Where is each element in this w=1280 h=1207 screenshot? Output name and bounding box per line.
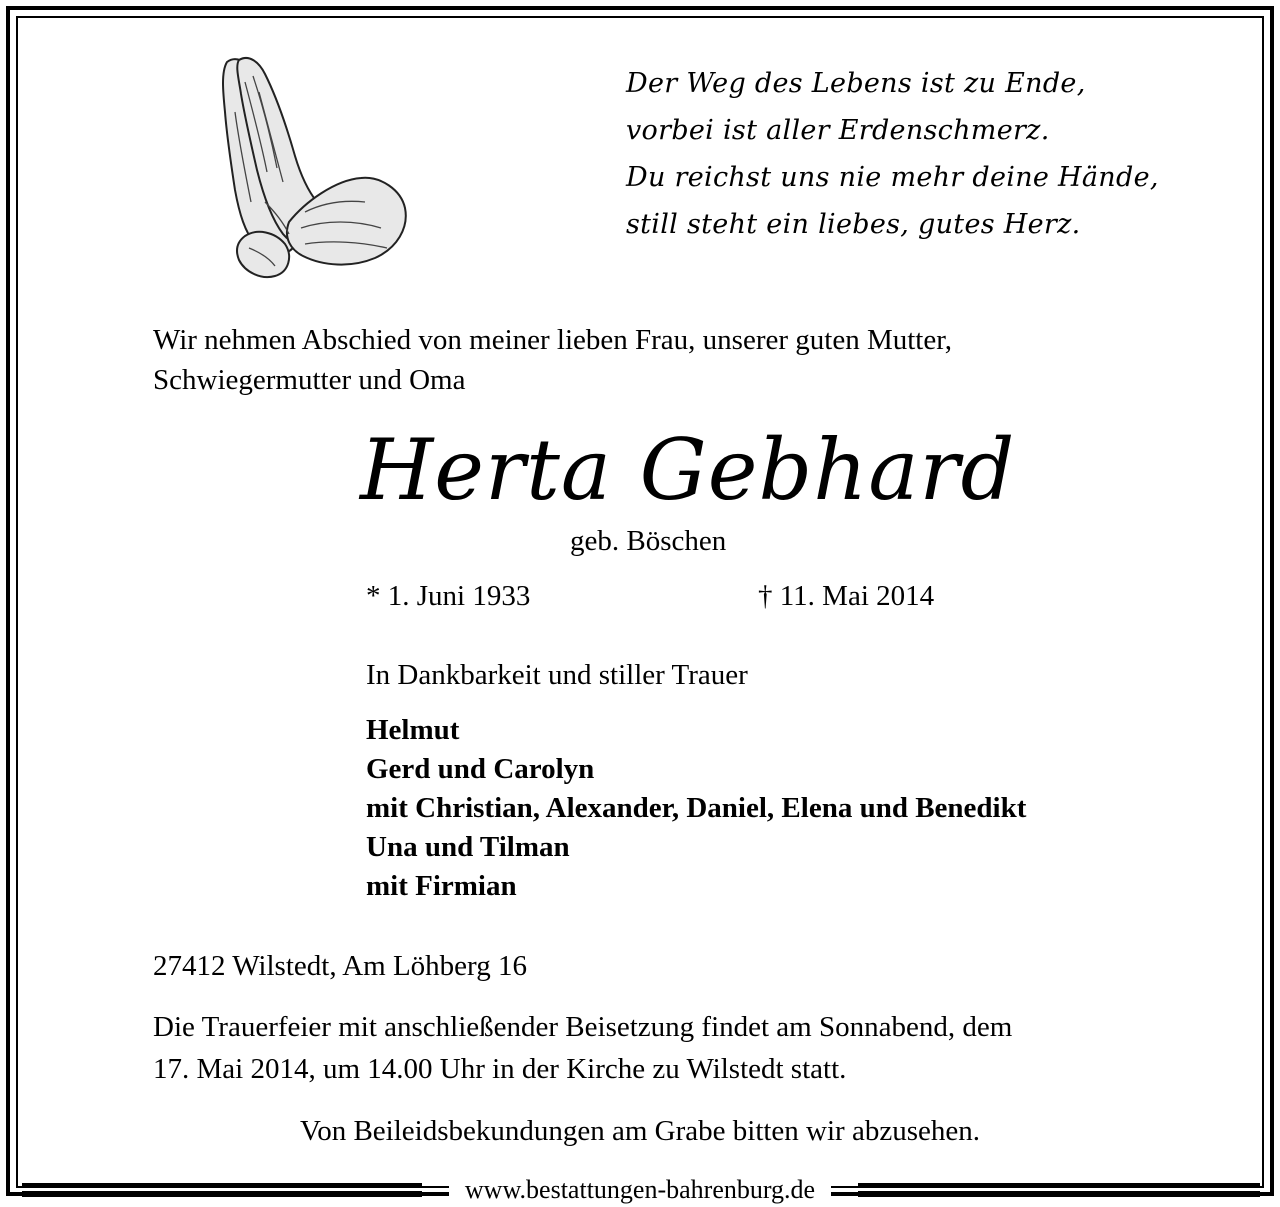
praying-hands-icon [205, 52, 410, 282]
birth-date: * 1. Juni 1933 [366, 580, 531, 612]
mourner-line: Gerd und Carolyn [366, 753, 595, 785]
family-address: 27412 Wilstedt, Am Löhberg 16 [153, 950, 527, 982]
death-date: † 11. Mai 2014 [758, 580, 935, 612]
poem-line: Der Weg des Lebens ist zu Ende, [626, 68, 1086, 99]
deceased-name: Herta Gebhard [360, 421, 1016, 519]
poem-line: vorbei ist aller Erdenschmerz. [626, 115, 1050, 146]
farewell-intro [153, 320, 1153, 400]
poem-line: Du reichst uns nie mehr deine Hände, [626, 162, 1159, 193]
maiden-name: geb. Böschen [570, 525, 727, 557]
website-link[interactable]: www.bestattungen-bahrenburg.de [449, 1175, 831, 1204]
gratitude-line: In Dankbarkeit und stiller Trauer [366, 659, 748, 691]
mourner-line: Helmut [366, 714, 460, 746]
poem-line: still steht ein liebes, gutes Herz. [626, 209, 1081, 240]
footer [0, 1173, 1280, 1207]
poem [626, 60, 1246, 248]
mourner-line: mit Firmian [366, 870, 517, 902]
funeral-service-info [153, 1006, 1153, 1090]
mourner-line: Una und Tilman [366, 831, 570, 863]
mourner-line: mit Christian, Alexander, Daniel, Elena und Benedikt [366, 792, 1027, 824]
intro-line: Schwiegermutter und Oma [153, 364, 466, 396]
service-line: Die Trauerfeier mit anschließender Beisetzung findet am Sonnabend, dem [153, 1011, 1013, 1043]
intro-line: Wir nehmen Abschied von meiner lieben Frau, unserer guten Mutter, [153, 324, 952, 356]
service-line: 17. Mai 2014, um 14.00 Uhr in der Kirche zu Wilstedt statt. [153, 1053, 847, 1085]
mourners-list [366, 711, 1026, 906]
condolence-note: Von Beileidsbekundungen am Grabe bitten wir abzusehen. [300, 1115, 980, 1147]
